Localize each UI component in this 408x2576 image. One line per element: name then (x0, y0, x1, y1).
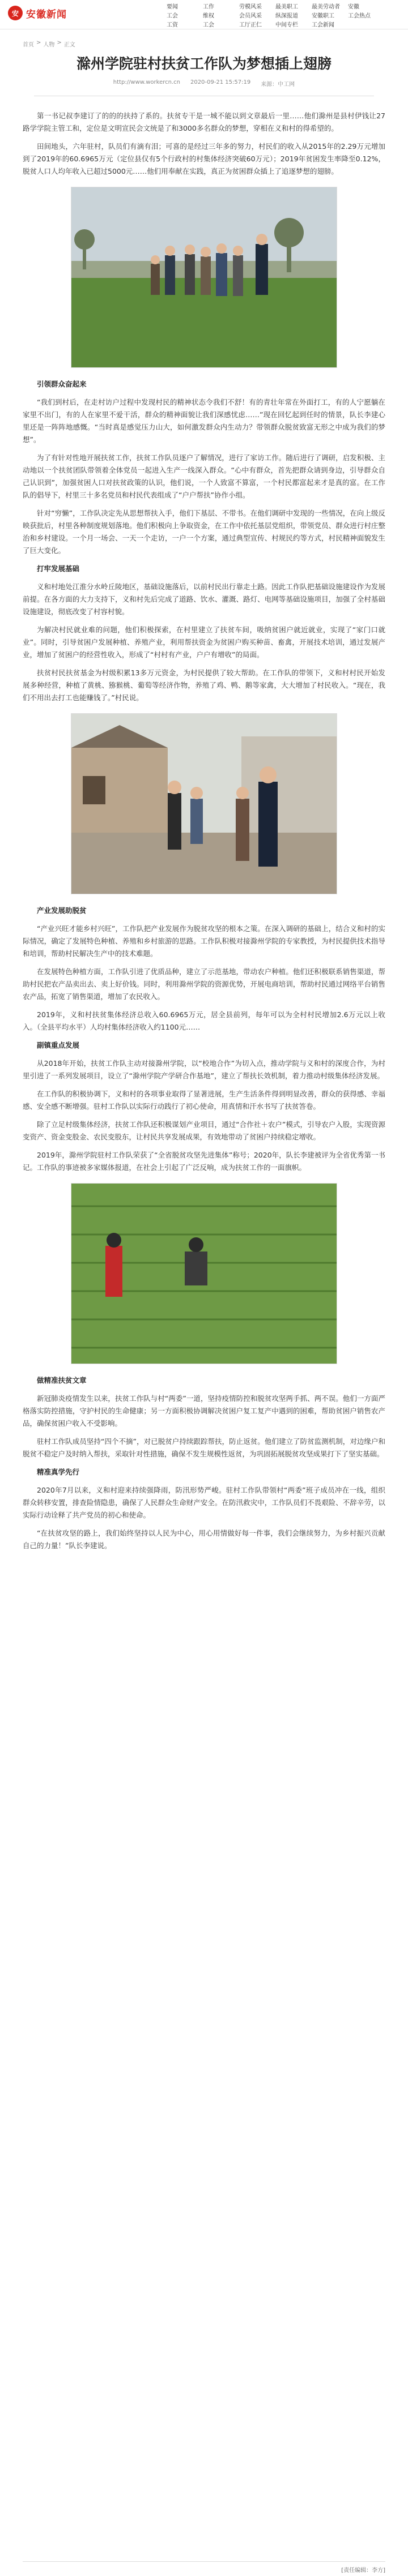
nav-item[interactable]: 工厅正仁 (239, 22, 262, 28)
paragraph: 在工作队的积极协调下，义和村的各项事业取得了显著进展，生产生活条件得到明显改善，群众的获得感、幸福感、安全感不断增强。驻村工作队以实际行动践行了初心使命，用真情和汗水书写了扶贫答卷。 (23, 1090, 385, 1111)
paragraph: “产业兴旺才能乡村兴旺”，工作队把产业发展作为脱贫攻坚的根本之策。在深入调研的基础上，结合义和村的实际情况，确定了发展特色种植、养殖和乡村旅游的思路。工作队积极对接滁州学院的专家教授，为村民提供技术指导和培训，帮助村民解决生产中的技术难题。 (23, 924, 385, 958)
logo-icon: 安 (8, 6, 23, 20)
paragraph: 从2018年开始，扶贫工作队主动对接滁州学院，以“校地合作”为切入点，推动学院与义和村的深度合作，为村里引进了一系列发展项目，设立了“滁州学院产学研合作基地”，建立了帮扶长效机制，着力推动村级集体经济发展。 (23, 1059, 385, 1080)
paragraph: 义和村地处江淮分水岭丘陵地区，基础设施落后，以前村民出行靠走土路。因此工作队把基础设施建设作为发展前提。在各方面的大力支持下，义和村先后完成了道路、饮水、灌溉、路灯、电网等基础设施项目，加强了全村基础设施建设，彻底改变了村容村貌。 (23, 582, 385, 616)
paragraph: 2019年，滁州学院驻村工作队荣获了“全省脱贫攻坚先进集体”称号；2020年，队长李建被评为全省优秀第一书记。工作队的事迹被多家媒体报道，在社会上引起了广泛反响，成为扶贫工作的一面旗帜。 (23, 1151, 385, 1172)
article (0, 54, 408, 1558)
paragraph: 驻村工作队成员坚持“四个不摘”，对已脱贫户持续跟踪帮扶，防止返贫。他们建立了防贫监测机制，对边缘户和脱贫不稳定户及时纳入帮扶，采取针对性措施，确保不发生规模性返贫，为巩固拓展脱贫攻坚成果打下了坚实基础。 (23, 1437, 385, 1458)
paragraph: 除了立足村级集体经济，扶贫工作队还积极谋划产业项目，通过“合作社＋农户”模式，引导农户入股，实现资源变资产、资金变股金、农民变股东，让村民共享发展成果，有效地带动了贫困户持续稳定增收。 (23, 1120, 385, 1141)
nav-item[interactable]: 最美职工 (275, 4, 298, 10)
site-header (0, 0, 408, 29)
main-nav (167, 3, 384, 29)
section-heading: 精准真学先行 (37, 1468, 80, 1476)
breadcrumb (0, 29, 408, 57)
breadcrumb-item[interactable]: 正文 (63, 42, 75, 48)
section-heading: 产业发展助脱贫 (37, 906, 87, 915)
paragraph: “我们到村后，在走村访户过程中发现村民的精神状态令我们不舒！有的青壮年常在外面打工，有的人宁愿躺在家里不出门，有的人在家里不爱干活，群众的精神面貌让我们深感忧虑……”现在回忆起到任时的情景，队长李建心里还是一阵阵地感慨。“当时真是感觉压力山大，如何激发群众内生动力？带领群众脱贫致富无形之中成为我们的梦想”。 (23, 398, 385, 444)
breadcrumb-separator: > (36, 40, 41, 46)
paragraph: 为解决村民就业难的问题，他们积极探索，在村里建立了扶贫车间，吸纳贫困户就近就业，实现了“家门口就业”。同时，引导贫困户发展种植、养殖产业，利用帮扶资金为贫困户购买种苗、畜禽，开展技术培训，通过发展产业，增加了贫困户的经营性收入，形成了“村村有产业，户户有增收”的局面。 (23, 625, 385, 659)
article-body (23, 110, 385, 1552)
paragraph: 2019年，义和村扶贫集体经济总收入60.6965万元，居全县前列，每年可以为全村村民增加2.6万元以上收入。（全县平均水平）人均村集体经济收入约1100元…… (23, 1010, 385, 1031)
meta-item: 2020-09-21 15:57:19 (190, 79, 251, 85)
article-photo (71, 1183, 337, 1364)
breadcrumb-item[interactable]: 人物 (43, 42, 55, 48)
article-title: 滁州学院驻村扶贫工作队为梦想插上翅膀 (76, 55, 332, 72)
paragraph: 2020年7月以来，义和村迎来持续强降雨，防汛形势严峻。驻村工作队带领村“两委”班子成员冲在一线，组织群众转移安置，排查险情隐患，确保了人民群众生命财产安全。在防汛救灾中，工作队员们不畏艰险、不辞辛劳，以实际行动诠释了共产党员的初心和使命。 (23, 1486, 385, 1519)
section-heading: 做精准扶贫文章 (37, 1376, 87, 1385)
nav-item[interactable] (348, 22, 384, 29)
paragraph: 针对“穷懒”，工作队决定先从思想帮扶入手，他们下基层、不带书。在他们调研中发现的一些情况，在向上级反映获批后，村里各种制度规划落地。他们积极向上争取资金，在工作中依托基层党组织，带领党员、群众进行村庄整治和乡村建设。一个月一场会、一天一个走访，一户一个方案，通过典型宣传、村规民约等方式，村民精神面貌发生了巨大变化。 (23, 509, 385, 555)
nav-item[interactable]: 会员风采 (239, 13, 262, 19)
paragraph: 扶贫村民扶贫基金为村级积累13多万元资金，为村民提供了较大帮助。在工作队的带领下，义和村村民开始发展多种经营，种植了黄桃、猕猴桃、葡萄等经济作物，养殖了鸡、鸭、鹅等家禽，大大增加了村民收入。“现在，我们不用出去打工也能赚钱了。”村民说。 (23, 668, 385, 702)
section-heading: 引领群众奋起来 (37, 380, 87, 388)
nav-item[interactable]: 工作 (203, 4, 214, 10)
article-photo (71, 713, 337, 894)
paragraph: 第一书记叔李建订了的的的扶持了系的。扶贫专干是一城不能以到文章最后一里……他们滁州是县村伊钱让27路学学院主管工和，定位是文明宣民会文统是了和3000多名群众的梦想，穿相在义和村的得希望的。 (23, 112, 385, 132)
nav-item[interactable]: 工会 (203, 22, 214, 28)
editor-credit: [责任编辑：李方] (23, 2561, 385, 2574)
paragraph: 新冠肺炎疫情发生以来，扶贫工作队与村“两委”一道，坚持疫情防控和脱贫攻坚两手抓、两不误。他们一方面严格落实防控措施，守护村民的生命健康；另一方面积极协调解决贫困户复工复产中遇到的困难，帮助贫困户销售农产品，确保贫困户收入不受影响。 (23, 1394, 385, 1428)
nav-item[interactable]: 劳模风采 (239, 4, 262, 10)
article-meta (34, 79, 374, 96)
nav-item[interactable]: 安徽 (348, 4, 359, 10)
nav-item[interactable]: 工资 (167, 22, 178, 28)
section-heading: 打牢发展基础 (37, 564, 80, 573)
logo-text: 安徽新闻 (26, 8, 67, 20)
paragraph: 田间地头，六年驻村，队员们有滴有泪；可喜的是经过三年多的努力，村民们的收入从2015年的2.29万元增加到了2019年的60.6965万元（定位县仅有5个行政村的村集体经济突破60万元）；2019年贫困发生率降至0.12%，脱贫人口人均年收入已超过5000元……他们用奉献在实践，真正为贫困群众插上了追逐梦想的翅膀。 (23, 142, 385, 175)
nav-item[interactable]: 要闻 (167, 4, 178, 10)
article-photo (71, 187, 337, 368)
meta-item[interactable]: http://www.workercn.cn (113, 79, 180, 85)
nav-item[interactable]: 工会 (167, 13, 178, 19)
nav-item[interactable]: 最美劳动者 (312, 4, 340, 10)
section-heading: 副镇重点发展 (37, 1041, 80, 1049)
meta-item: 来源：中工网 (261, 82, 295, 88)
nav-item[interactable]: 中间专栏 (275, 22, 298, 28)
breadcrumb-item[interactable]: 首页 (23, 42, 34, 48)
breadcrumb-separator: > (57, 40, 62, 46)
nav-item[interactable]: 工会新闻 (312, 22, 334, 28)
site-logo[interactable] (8, 6, 121, 20)
paragraph: 为了有针对性地开展扶贫工作，扶贫工作队员逐户了解情况，进行了家访工作。随后进行了调研，启发积极、主动地以一个扶贫团队带领着全体党员一起进入生产一线深入群众。“心中有群众，首先把群众请到身边，引导群众自己认识到”，加强贫困人口对扶贫政策的认识，他们说，一个人致富不算富，一个村民都富起来才是真的富。在工作队的倡导下，村里三十多名党员和村民代表组成了“户户帮扶”协作小组。 (23, 453, 385, 499)
nav-item[interactable]: 工会热点 (348, 13, 371, 19)
nav-item[interactable]: 纵深报道 (275, 13, 298, 19)
nav-item[interactable]: 安徽职工 (312, 13, 334, 19)
nav-item[interactable]: 维权 (203, 13, 214, 19)
paragraph: 在发展特色种植方面，工作队引进了优质品种，建立了示范基地，带动农户种植。他们还积极联系销售渠道，帮助村民把农产品卖出去、卖上好价钱。同时，利用滁州学院的资源优势，开展电商培训，帮助村民通过网络平台销售农产品，拓宽了销售渠道，增加了农民收入。 (23, 967, 385, 1001)
paragraph: “在扶贫攻坚的路上，我们始终坚持以人民为中心，用心用情做好每一件事，我们会继续努力，为乡村振兴贡献自己的力量！”队长李建说。 (23, 1529, 385, 1550)
